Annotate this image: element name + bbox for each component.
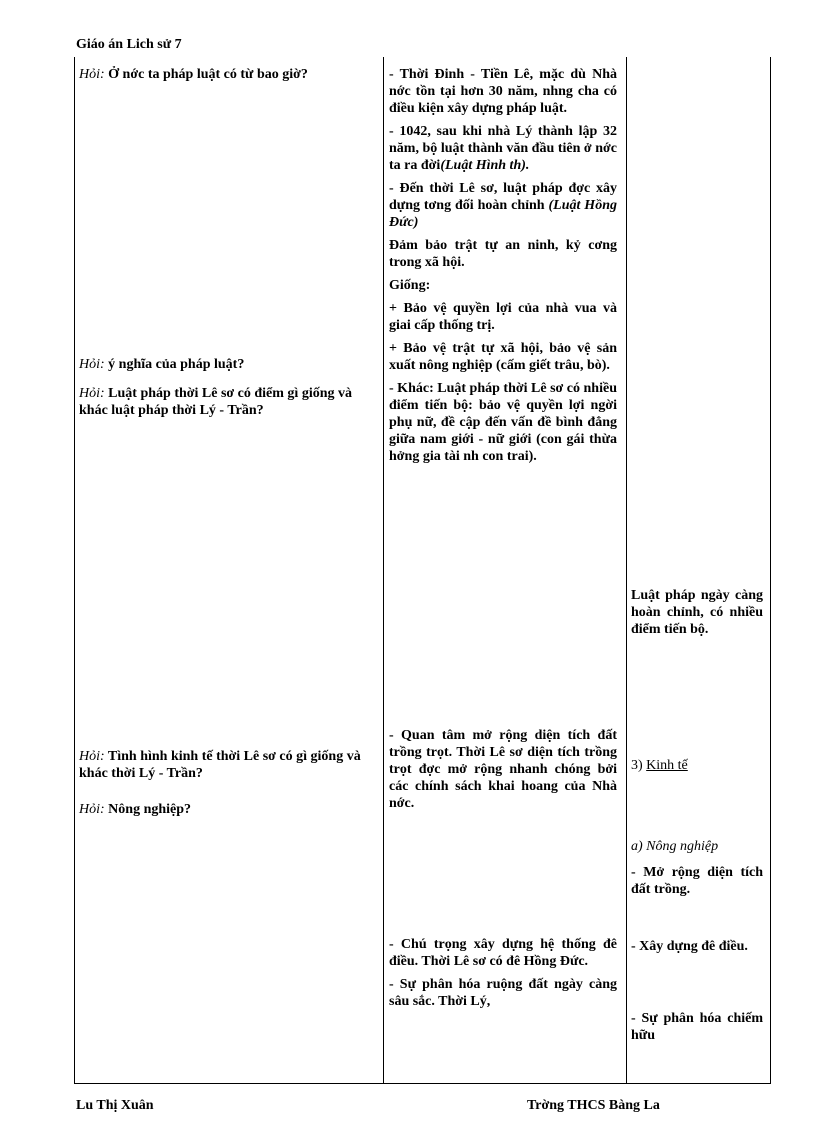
question-2 [79, 356, 377, 373]
question-1 [79, 66, 377, 83]
note-3: a) Nông nghiệp [631, 839, 719, 854]
table-right-border [770, 57, 771, 1083]
footer-school: Trờng THCS Bàng La [527, 1098, 660, 1113]
answer-block-1 [389, 66, 617, 471]
answer-paragraph: - Thời Đinh - Tiền Lê, mặc dù Nhà nớc tồn tại hơn 30 năm, nhng cha có điều kiện xây dựng pháp luật. [389, 67, 617, 116]
answer-paragraph: Đảm bảo trật tự an ninh, kỷ cơng trong xã hội. [389, 238, 617, 270]
answer-paragraph: Giống: [389, 278, 431, 293]
table-left-border [74, 57, 75, 1083]
footer-author: Lu Thị Xuân [76, 1098, 154, 1113]
question-label: Hỏi: [79, 67, 105, 82]
answer-block-3 [389, 936, 617, 1016]
note-6: - Sự phân hóa chiếm hữu [631, 1011, 763, 1043]
question-label: Hỏi: [79, 749, 105, 764]
question-3 [79, 385, 377, 419]
question-label: Hỏi: [79, 802, 105, 817]
question-text: Luật pháp thời Lê sơ có điểm gì giống và khác luật pháp thời Lý - Trần? [79, 386, 352, 418]
answer-paragraph: + Bảo vệ quyền lợi của nhà vua và giai cấp thống trị. [389, 301, 617, 333]
table-col-divider-2 [626, 57, 627, 1083]
document-header: Giáo án Lich sử 7 [76, 37, 182, 52]
answer-paragraph: - Quan tâm mở rộng diện tích đất trồng trọt. Thời Lê sơ diện tích trồng trọt đợc mở rộng nhanh chóng bởi các chính sách khai hoang của Nhà nớc. [389, 728, 617, 811]
question-label: Hỏi: [79, 386, 105, 401]
note-4: - Mở rộng diện tích đất trồng. [631, 865, 763, 897]
note-5: - Xây dựng đê điều. [631, 939, 748, 954]
answer-paragraph: - Sự phân hóa ruộng đất ngày càng sâu sắc. Thời Lý, [389, 977, 617, 1009]
note-2: 3) Kinh tế [631, 758, 688, 773]
answer-paragraph: + Bảo vệ trật tự xã hội, bảo vệ sản xuất nông nghiệp (cấm giết trâu, bò). [389, 341, 617, 373]
question-text: Ở nớc ta pháp luật có từ bao giờ? [108, 67, 308, 82]
table-col-divider-1 [383, 57, 384, 1083]
question-text: Tình hình kinh tế thời Lê sơ có gì giống và khác thời Lý - Trần? [79, 749, 361, 781]
question-text: ý nghĩa của pháp luật? [108, 357, 245, 372]
answer-paragraph: - Khác: Luật pháp thời Lê sơ có nhiều điểm tiến bộ: bảo vệ quyền lợi ngời phụ nữ, đề cập đến vấn đề bình đẳng giữa nam giới - nữ giới (con gái thừa hởng gia tài nh con trai). [389, 381, 617, 464]
question-text: Nông nghiệp? [108, 802, 192, 817]
question-4 [79, 748, 377, 782]
answer-paragraph: - Chú trọng xây dựng hệ thống đê điều. Thời Lê sơ có đê Hồng Đức. [389, 937, 617, 969]
note-1: Luật pháp ngày càng hoàn chỉnh, có nhiều điểm tiến bộ. [631, 588, 763, 637]
question-label: Hỏi: [79, 357, 105, 372]
table-bottom-border [74, 1083, 771, 1084]
answer-paragraph: - Đến thời Lê sơ, luật pháp đợc xây dựng tơng đối hoàn chỉnh (Luật Hồng Đức) [389, 181, 617, 230]
answer-paragraph: - 1042, sau khi nhà Lý thành lập 32 năm, bộ luật thành văn đầu tiên ở nớc ta ra đời(Luật Hình th). [389, 124, 617, 173]
answer-block-2 [389, 727, 617, 818]
question-5 [79, 801, 377, 818]
